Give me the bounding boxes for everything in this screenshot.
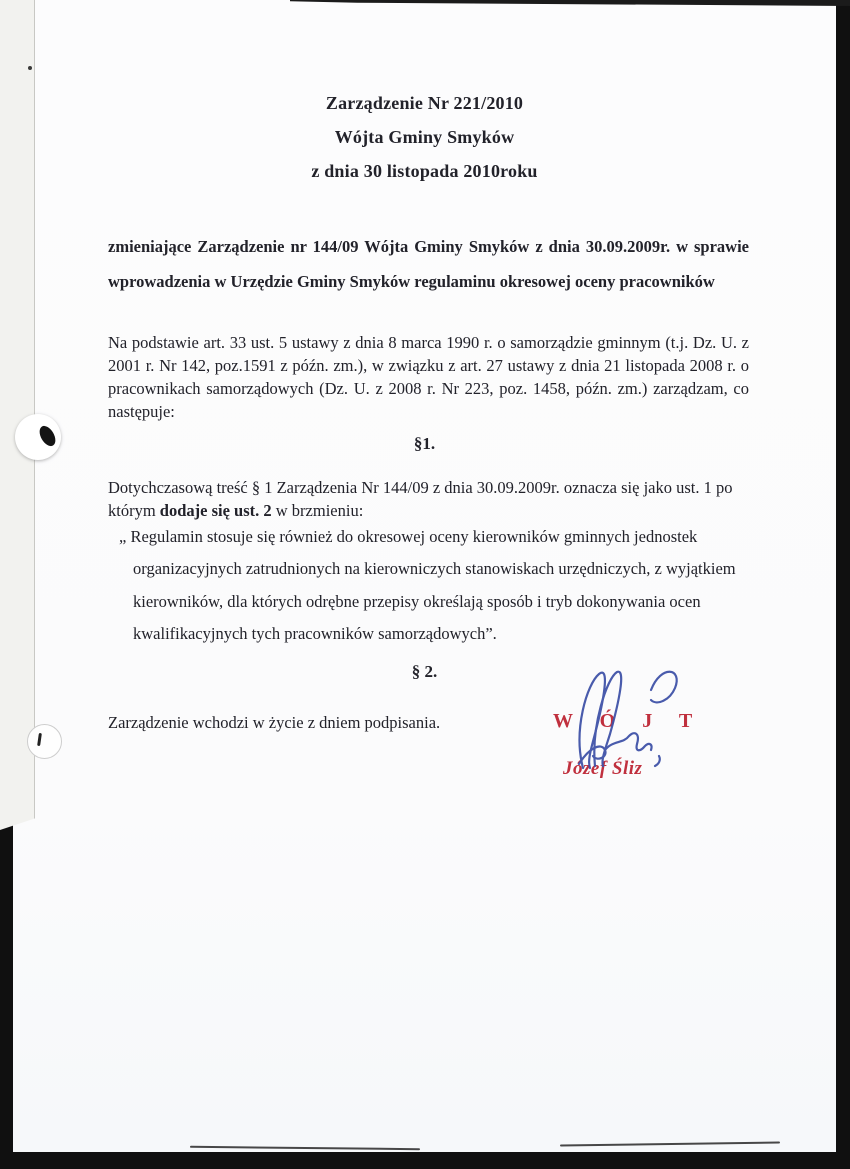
section-1-intro-text: Dotychczasową treść § 1 Zarządzenia Nr 144/09 z dnia 30.09.2009r. oznacza się jako ust. 1 po którym xyxy=(108,477,733,520)
mayor-stamp-title: W Ó J T xyxy=(553,710,704,732)
section-1-heading: §1. xyxy=(413,434,436,453)
handwritten-signature-icon xyxy=(543,660,713,795)
section-1-intro xyxy=(108,476,756,522)
mayor-stamp-name: Józef Śliz xyxy=(563,758,643,779)
section-2-body: Zarządzenie wchodzi w życie z dniem podpisania. xyxy=(108,712,441,732)
signature-area xyxy=(543,660,713,795)
section-1-intro-tail: w brzmieniu: xyxy=(271,500,364,520)
section-1-intro-bold: dodaje się ust. 2 xyxy=(159,500,272,520)
punch-hole-bottom xyxy=(27,724,62,759)
document-subject: zmieniające Zarządzenie nr 144/09 Wójta Gminy Smyków z dnia 30.09.2009r. w sprawie wprowadzenia w Urzędzie Gminy Smyków regulaminu okresowej oceny pracowników xyxy=(108,236,749,291)
section-1-quote: „ Regulamin stosuje się również do okresowej oceny kierowników gminnych jednostek organizacyjnych zatrudnionych na kierowniczych stanowiskach urzędniczych, z wyjątkiem kierowników, dla których odrębne przepisy określają sposób i tryb dokonywania ocen kwalifikacyjnych tych pracowników samorządowych”. xyxy=(119,526,736,643)
document-title-line-1: Zarządzenie Nr 221/2010 xyxy=(325,93,524,113)
document-page xyxy=(13,0,836,1152)
document-title-line-2: Wójta Gminy Smyków xyxy=(334,127,515,147)
legal-preamble: Na podstawie art. 33 ust. 5 ustawy z dnia 8 marca 1990 r. o samorządzie gminnym (t.j. Dz. U. z 2001 r. Nr 142, poz.1591 z późn. zm.), w związku z art. 27 ustawy z dnia 21 listopada 2008 r. o pracownikach samorządowych (Dz. U. z 2008 r. Nr 223, poz. 1458, późn. zm.) zarządzam, co następuje: xyxy=(108,332,749,421)
section-2-heading: § 2. xyxy=(411,662,438,681)
document-title-line-3: z dnia 30 listopada 2010roku xyxy=(311,161,538,181)
document-title xyxy=(13,86,836,188)
scan-speck xyxy=(28,66,32,70)
